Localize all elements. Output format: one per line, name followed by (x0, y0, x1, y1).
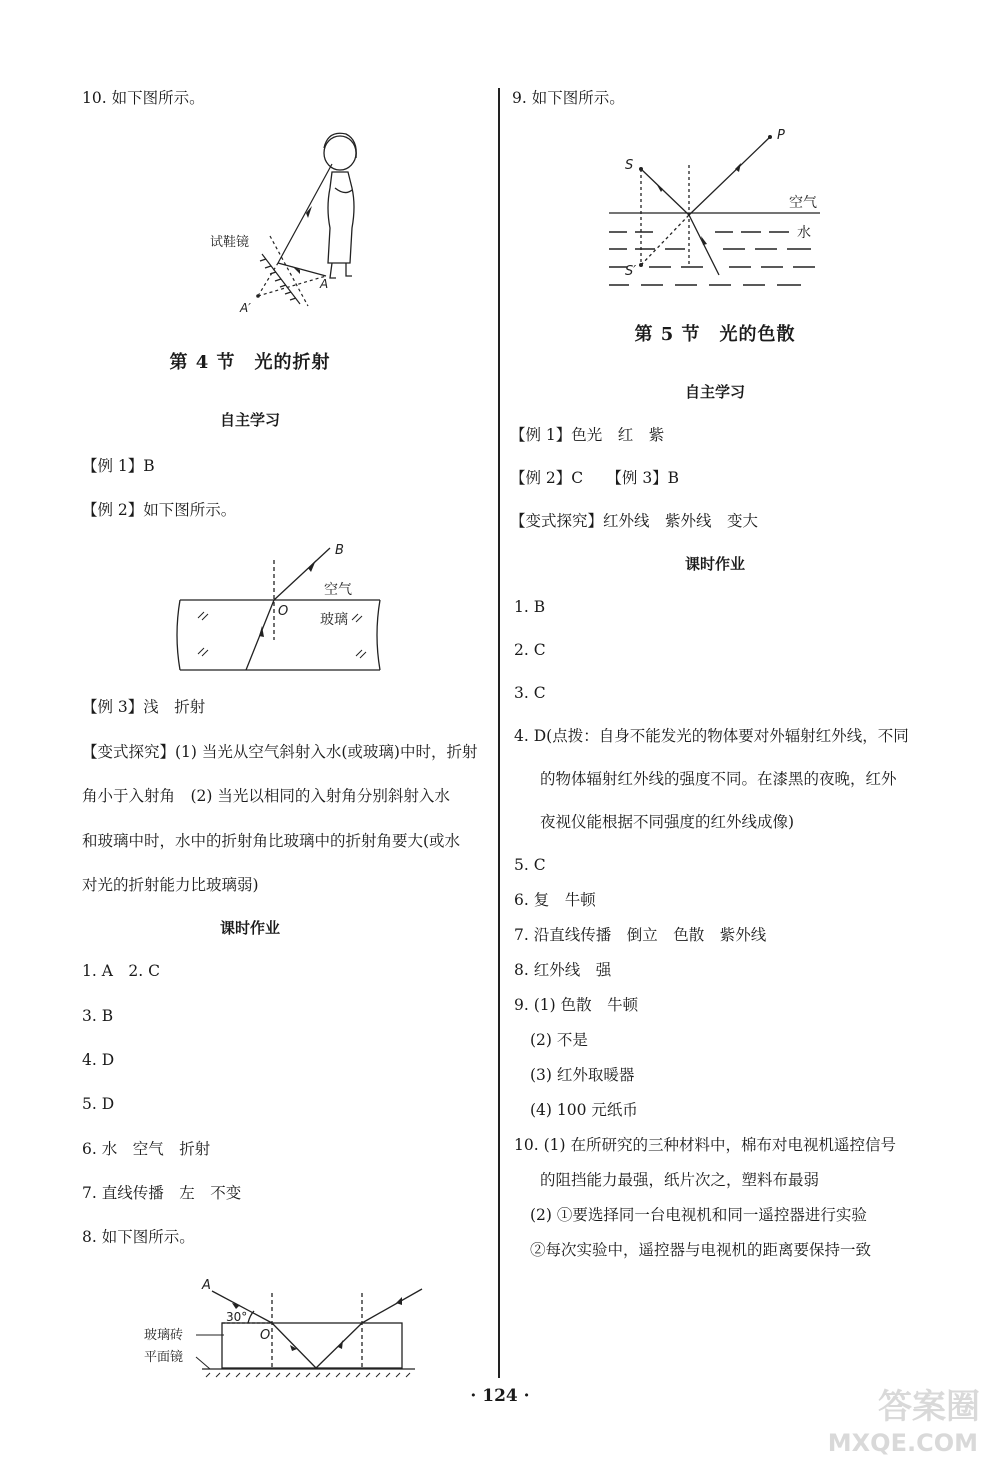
answer-line: ②每次实验中，遥控器与电视机的距离要保持一致 (530, 1241, 872, 1259)
point-b-label: B (335, 543, 344, 558)
glass-brick-figure (140, 1275, 440, 1380)
section5-title: 第 5 节 光的色散 (634, 324, 796, 345)
answer-line: 7. 直线传播 左 不变 (82, 1184, 242, 1202)
answer-line: 2. C (514, 641, 546, 659)
point-o-label: O (260, 1328, 271, 1343)
answer-line: (2) ①要选择同一台电视机和同一遥控器进行实验 (530, 1206, 867, 1224)
answer-line: 4. D (82, 1051, 115, 1069)
angle-label: 30° (226, 1310, 248, 1324)
shoe-mirror-figure (200, 128, 380, 318)
answer-line: 9. (1) 色散 牛顿 (514, 996, 639, 1014)
column-divider (498, 88, 500, 1378)
glass-label: 玻璃 (320, 612, 348, 628)
point-o-label: O (278, 604, 289, 619)
homework-title: 课时作业 (684, 555, 745, 573)
answer-line: (2) 不是 (530, 1031, 588, 1049)
answer-line: 6. 复 牛顿 (514, 891, 596, 909)
ex23-text: 【例 2】C 【例 3】B (510, 469, 680, 487)
ex1-text: 【例 1】色光 红 紫 (510, 426, 665, 444)
answer-line: 6. 水 空气 折射 (82, 1140, 211, 1158)
point-s-label: S (625, 158, 634, 173)
watermark-logo (827, 1379, 984, 1457)
answer-line: (3) 红外取暖器 (530, 1066, 635, 1084)
ex3-text: 【例 3】浅 折射 (82, 698, 206, 716)
watermark-top: 答案圈 (878, 1387, 980, 1427)
point-a-label: A (202, 1278, 211, 1293)
reflected-ray (278, 164, 332, 263)
answer-line: 的物体辐射红外线的强度不同。在漆黑的夜晚，红外 (540, 770, 897, 788)
air-label: 空气 (324, 582, 352, 598)
answer-line: 夜视仪能根据不同强度的红外线成像) (540, 813, 795, 831)
answer-line: 4. D(点拨：自身不能发光的物体要对外辐射红外线，不同 (514, 727, 909, 745)
point-p-label: P (777, 128, 785, 143)
page-number: · 124 · (470, 1386, 530, 1406)
section4-title: 第 4 节 光的折射 (169, 352, 331, 373)
variant-line-4: 对光的折射能力比玻璃弱) (82, 876, 259, 894)
answer-line: 8. 红外线 强 (514, 961, 612, 979)
refracted-ray (689, 215, 719, 275)
water-label: 水 (797, 225, 811, 241)
variant-line-3: 和玻璃中时，水中的折射角比玻璃中的折射角要大(或水 (82, 832, 461, 850)
answer-line: 1. A 2. C (82, 962, 160, 980)
refracted-ray (274, 548, 330, 600)
answer-line: 3. B (82, 1007, 114, 1025)
answer-line: 5. C (514, 856, 546, 874)
point-a-prime-label: A′ (240, 301, 251, 315)
glass-refraction-figure (180, 540, 390, 675)
variant-text: 【变式探究】红外线 紫外线 变大 (510, 512, 759, 530)
answer-line: 5. D (82, 1095, 115, 1113)
q10-text: 10. 如下图所示。 (82, 89, 205, 107)
self-study-title: 自主学习 (684, 383, 745, 401)
ex1-text: 【例 1】B (82, 457, 155, 475)
answer-line: (4) 100 元纸币 (530, 1101, 638, 1119)
ex2-text: 【例 2】如下图所示。 (82, 501, 237, 519)
glass-brick-label: 玻璃砖 (144, 1328, 184, 1343)
answer-line: 3. C (514, 684, 546, 702)
answer-line: 1. B (514, 598, 546, 616)
q9-text: 9. 如下图所示。 (512, 89, 625, 107)
water-refraction-figure (605, 125, 825, 295)
answer-line: 10. (1) 在所研究的三种材料中，棉布对电视机遥控信号 (514, 1136, 896, 1154)
mirror-label: 试鞋镜 (210, 235, 250, 250)
plane-mirror-label: 平面镜 (144, 1350, 184, 1365)
watermark-bottom: MXQE.COM (827, 1429, 978, 1457)
woman-illustration (324, 133, 356, 278)
variant-line-2: 角小于入射角 (2) 当光以相同的入射角分别斜射入水 (82, 787, 450, 805)
self-study-title: 自主学习 (219, 411, 280, 429)
point-s-prime-label: S′ (625, 264, 637, 279)
homework-title: 课时作业 (219, 919, 280, 937)
air-label: 空气 (789, 195, 817, 211)
reflected-ray (689, 137, 770, 215)
variant-line-1: 【变式探究】(1) 当光从空气斜射入水(或玻璃)中时，折射 (82, 743, 478, 761)
answer-line: 8. 如下图所示。 (82, 1228, 195, 1246)
answer-line: 7. 沿直线传播 倒立 色散 紫外线 (514, 926, 767, 944)
answer-line: 的阻挡能力最强，纸片次之，塑料布最弱 (540, 1171, 820, 1189)
incident-ray (641, 169, 689, 215)
point-a-label: A (320, 277, 329, 291)
